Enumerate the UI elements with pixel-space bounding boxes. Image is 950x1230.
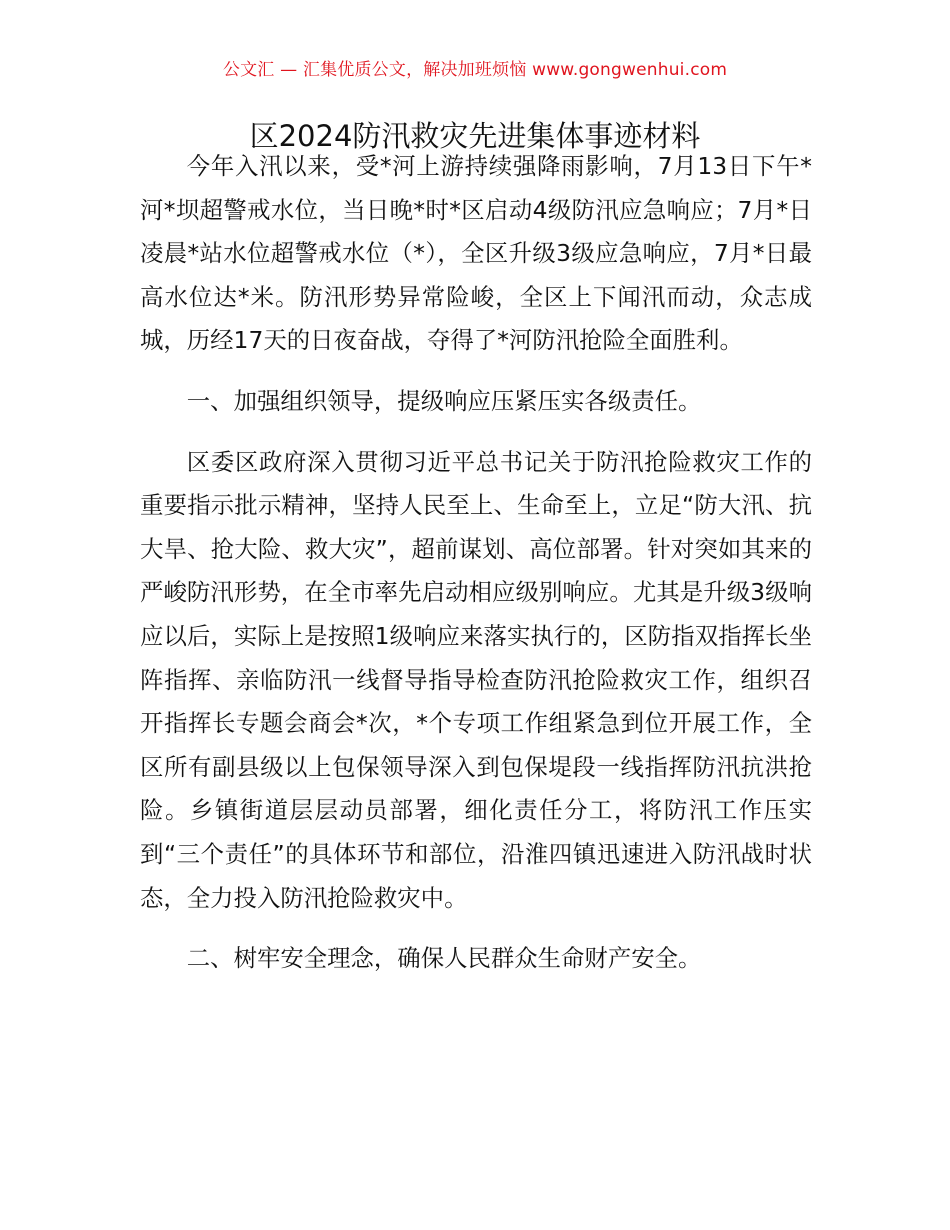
section-1-paragraph: 区委区政府深入贯彻习近平总书记关于防汛抢险救灾工作的重要指示批示精神，坚持人民至上、生命至上，立足“防大汛、抗大旱、抢大险、救大灾”，超前谋划、高位部署。针对突如其来的严峻防汛形势，在全市率先启动相应级别响应。尤其是升级3级响应以后，实际上是按照1级响应来落实执行的，区防指双指挥长坐阵指挥、亲临防汛一线督导指导检查防汛抢险救灾工作，组织召开指挥长专题会商会*次，*个专项工作组紧急到位开展工作，全区所有副县级以上包保领导深入到包保堤段一线指挥防汛抗洪抢险。乡镇街道层层动员部署，细化责任分工，将防汛工作压实到“三个责任”的具体环节和部位，沿淮四镇迅速进入防汛战时状态，全力投入防汛抢险救灾中。	[140, 447, 812, 912]
section-heading-2: 二、树牢安全理念，确保人民群众生命财产安全。	[186, 944, 702, 973]
document-title: 区2024防汛救灾先进集体事迹材料	[249, 119, 701, 153]
intro-paragraph: 今年入汛以来，受*河上游持续强降雨影响，7月13日下午*河*坝超警戒水位，当日晚*时*区启动4级防汛应急响应；7月*日凌晨*站水位超警戒水位（*），全区升级3级应急响应，7月*日最高水位达*米。防汛形势异常险峻，全区上下闻汛而动，众志成城，历经17天的日夜奋战，夺得了*河防汛抢险全面胜利。	[140, 152, 812, 355]
document-body	[140, 145, 812, 998]
site-banner: 公文汇 — 汇集优质公文，解决加班烦恼 www.gongwenhui.com	[222, 60, 728, 80]
section-heading-1: 一、加强组织领导，提级响应压紧压实各级责任。	[186, 386, 702, 415]
